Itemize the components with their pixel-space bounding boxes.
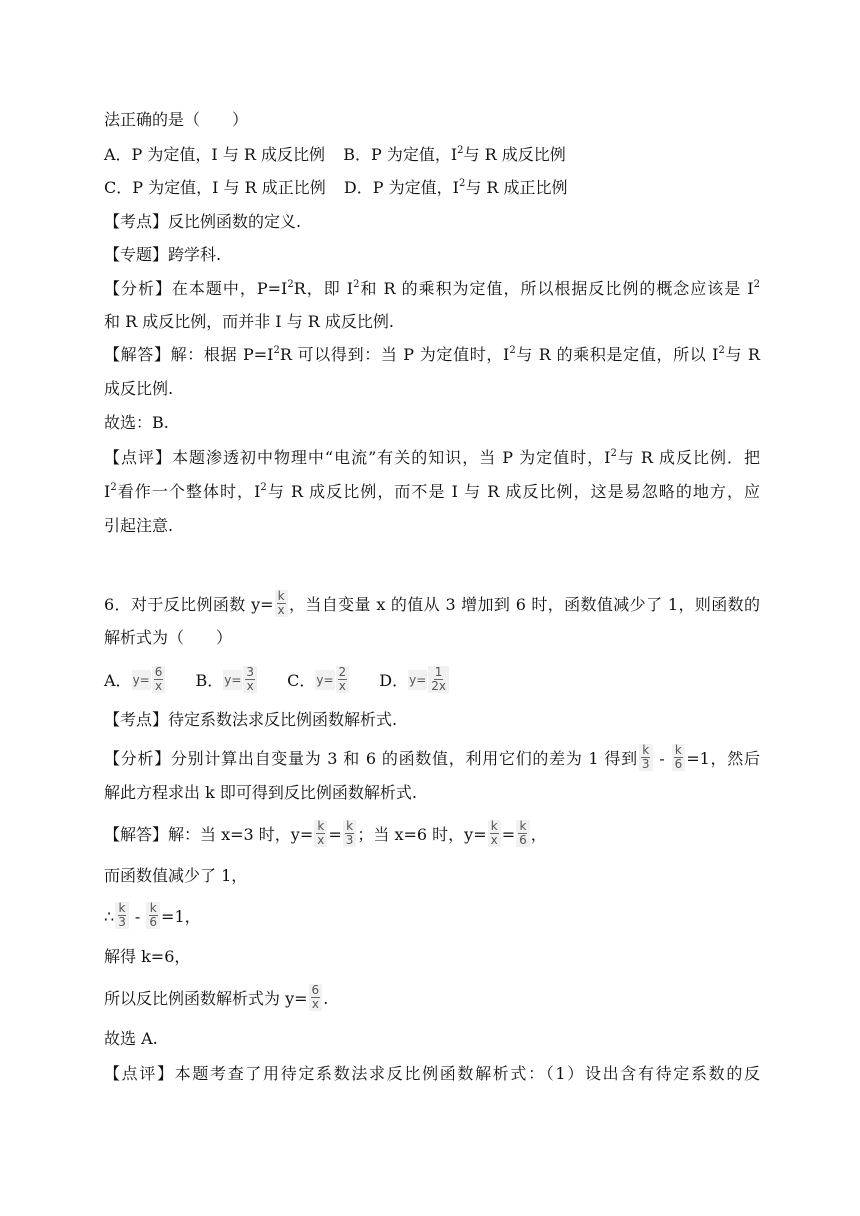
fraction-k-over-3: $\frac{k}{3}$: [639, 744, 653, 771]
fraction-k-over-x: $\frac{k}{x}$: [275, 590, 288, 617]
q5-dianping-line1: 【点评】本题渗透初中物理中“电流”有关的知识，当 P 为定值时，$I^2$与 R 成反比例．把: [104, 448, 760, 467]
q5-option-c: C．P 为定值，I 与 R 成正比例: [104, 178, 326, 197]
q6-equation-line: ∴ $\frac{k}{3}$ - $\frac{k}{6}$ =1，: [104, 901, 201, 929]
q6-result-line: 所以反比例函数解析式为 y= $\frac{6}{x}$ .: [104, 983, 329, 1011]
q6-option-b: B．y= $\frac{3}{x}$: [195, 668, 258, 695]
q6-option-a: A．y= $\frac{6}{x}$: [104, 668, 166, 695]
q6-fenxi-line1: 【分析】分别计算出自变量为 3 和 6 的函数值，利用它们的差为 1 得到 $\frac{k}{3}$ - $\frac{k}{6}$ =1，然后: [104, 743, 760, 771]
q6-stem-line2: 解析式为（ ）: [104, 628, 233, 647]
q6-solve-line: 解得 k=6，: [104, 947, 191, 966]
q5-jieda-line2: 成反比例.: [104, 379, 174, 398]
q6-answer: 故选 A.: [104, 1029, 158, 1048]
q6-reduce-line: 而函数值减少了 1，: [104, 866, 248, 885]
q6-dianping: 【点评】本题考查了用待定系数法求反比例函数解析式：（1）设出含有待定系数的反: [104, 1064, 760, 1083]
q6-jieda-line1: 【解答】解：当 x=3 时，y= $\frac{k}{x}$ = $\frac{k}{3}$ ；当 x=6 时，y= $\frac{k}{x}$ = $\frac{k}{6}$ ，: [104, 819, 547, 847]
q6-option-d: D．y= $\frac{1}{2x}$: [379, 668, 450, 695]
fraction-k-over-6: $\frac{k}{6}$: [672, 744, 686, 771]
q5-dianping-line2: $I^2$看作一个整体时，$I^2$与 R 成反比例，而不是 I 与 R 成反比例，这是易忽略的地方，应: [104, 482, 760, 501]
q6-option-c: C．y= $\frac{2}{x}$: [287, 668, 350, 695]
q5-option-b: B．P 为定值，$I^2$与 R 成反比例: [343, 145, 566, 164]
q5-option-a: A．P 为定值，I 与 R 成反比例: [104, 145, 326, 164]
q5-kaodian: 【考点】反比例函数的定义.: [104, 212, 302, 231]
q5-option-d: D．P 为定值，$I^2$与 R 成正比例: [343, 178, 568, 197]
q5-zhuanti: 【专题】跨学科.: [104, 245, 222, 264]
q5-jieda-line1: 【解答】解：根据 $P=I^2R$ 可以得到：当 P 为定值时，$I^2$与 R 的乘积是定值，所以 $I^2$与 R: [104, 345, 760, 364]
q5-options-ab: [104, 145, 566, 165]
q6-stem-line1: 6．对于反比例函数 y= $\frac{k}{x}$ ，当自变量 x 的值从 3 增加到 6 时，函数值减少了 1，则函数的: [104, 589, 760, 617]
q5-fenxi-line2: 和 R 成反比例，而并非 I 与 R 成反比例.: [104, 312, 395, 331]
q5-fenxi-line1: 【分析】在本题中，$P=I^2R$，即 $I^2$和 R 的乘积为定值，所以根据反比例的概念应该是 $I^2$: [104, 279, 760, 298]
q5-stem-tail: 法正确的是（ ）: [104, 110, 249, 129]
q6-kaodian: 【考点】待定系数法求反比例函数解析式.: [104, 710, 398, 729]
q5-options-cd: [104, 178, 568, 198]
q5-answer: 故选：B.: [104, 413, 169, 432]
q5-dianping-line3: 引起注意.: [104, 516, 174, 535]
q6-fenxi-line2: 解此方程求出 k 即可得到反比例函数解析式.: [104, 783, 417, 802]
q6-options: [104, 665, 450, 695]
